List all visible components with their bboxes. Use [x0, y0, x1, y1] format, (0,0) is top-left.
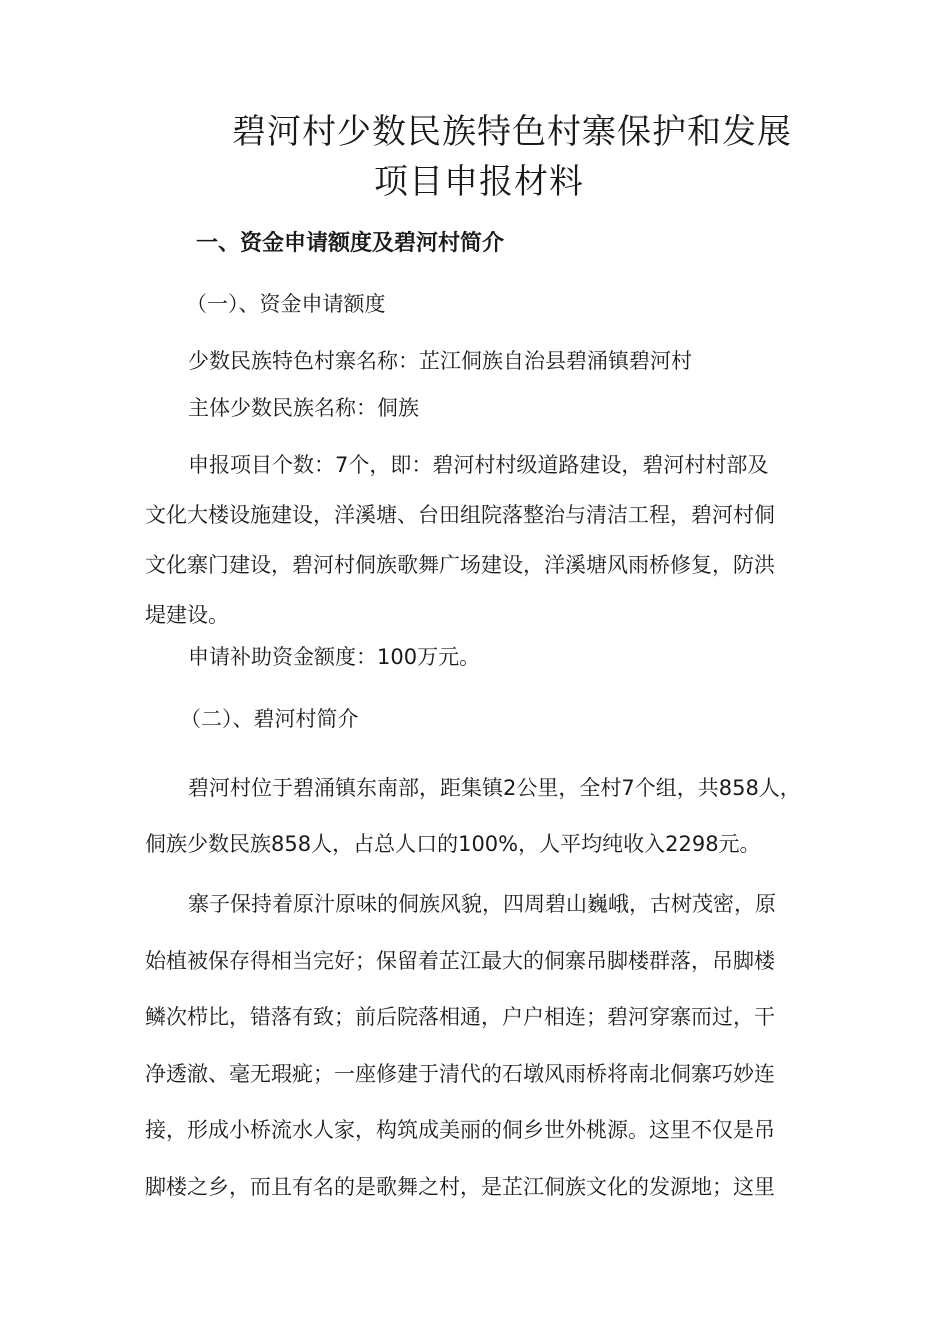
ethnic-group-line: 主体少数民族名称：侗族: [188, 396, 419, 420]
subsection-1-heading: （一）、资金申请额度: [186, 292, 386, 316]
village-name-line: 少数民族特色村寨名称：芷江侗族自治县碧涌镇碧河村: [188, 349, 692, 373]
paragraph-line: 文化寨门建设，碧河村侗族歌舞广场建设，洋溪塘风雨桥修复，防洪: [145, 553, 775, 577]
paragraph-line: 碧河村位于碧涌镇东南部，距集镇2公里，全村7个组，共858人，: [188, 776, 801, 800]
paragraph-line: 接，形成小桥流水人家，构筑成美丽的侗乡世外桃源。这里不仅是吊: [145, 1118, 775, 1142]
description-paragraph: [145, 876, 817, 1215]
paragraph-line: 寨子保持着原汁原味的侗族风貌，四周碧山巍峨，古树茂密，原: [188, 892, 776, 916]
title-line-1: 碧河村少数民族特色村寨保护和发展: [232, 112, 792, 152]
intro-paragraph: [145, 760, 817, 872]
funding-amount-line: 申请补助资金额度：100万元。: [188, 645, 481, 669]
projects-paragraph: [145, 440, 817, 640]
subsection-2-heading: （二）、碧河村简介: [180, 707, 359, 731]
title-line-2: 项目申报材料: [374, 162, 584, 202]
section-1-heading: 一、资金申请额度及碧河村简介: [196, 231, 505, 256]
paragraph-line: 文化大楼设施建设，洋溪塘、台田组院落整治与清洁工程，碧河村侗: [145, 503, 775, 527]
paragraph-line: 始植被保存得相当完好；保留着芷江最大的侗寨吊脚楼群落，吊脚楼: [145, 948, 775, 973]
paragraph-line: 鳞次栉比，错落有致；前后院落相通，户户相连；碧河穿寨而过，干: [145, 1005, 775, 1029]
paragraph-line: 申报项目个数：7个，即：碧河村村级道路建设，碧河村村部及: [188, 453, 769, 477]
paragraph-line: 脚楼之乡，而且有名的是歌舞之村，是芷江侗族文化的发源地；这里: [145, 1174, 775, 1199]
paragraph-line: 堤建设。: [145, 603, 229, 627]
paragraph-line: 净透澈、毫无瑕疵；一座修建于清代的石墩风雨桥将南北侗寨巧妙连: [145, 1061, 775, 1086]
paragraph-line: 侗族少数民族858人，占总人口的100%，人平均纯收入2298元。: [145, 832, 761, 856]
